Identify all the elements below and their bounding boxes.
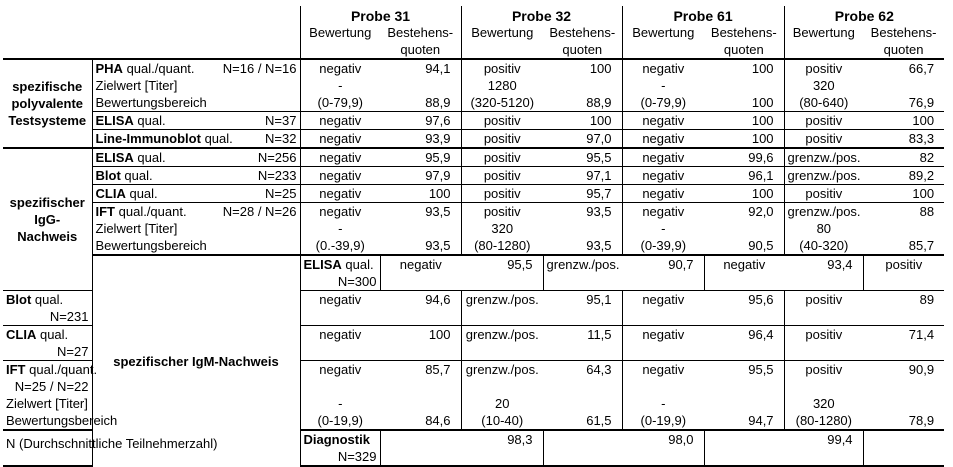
table-row: [3, 167, 944, 185]
quote-cell: 88,9: [425, 95, 451, 110]
method-cell: [300, 255, 380, 291]
bewertung-cell: negativ: [622, 326, 704, 361]
method-name: Blot: [6, 292, 32, 307]
quote-cell-empty: [704, 220, 784, 237]
method-cell: [3, 326, 92, 361]
group-label: spezifische polyvalente Testsysteme: [3, 59, 92, 148]
quote-cell: 93,5: [380, 203, 461, 221]
quote-cell: 88: [863, 203, 944, 221]
range-value: (0-19,9): [622, 412, 704, 430]
bewertung-cell: grenzw./pos.: [461, 291, 543, 326]
quote-cell-empty: [380, 395, 461, 412]
target-value: 320: [784, 77, 863, 94]
quote-cell: 90,7: [622, 255, 704, 291]
method-name: IFT: [95, 204, 115, 219]
target-value: 80: [784, 220, 863, 237]
probe-header: Probe 61: [622, 6, 784, 24]
quote-cell: 64,3: [543, 361, 622, 396]
bewertung-cell: grenzw./pos.: [461, 361, 543, 396]
participant-count: N=32: [265, 131, 297, 146]
bewertung-cell: positiv: [461, 59, 543, 77]
target-value: -: [622, 395, 704, 412]
range-value: (80-1280): [784, 412, 863, 430]
method-cell: [92, 203, 300, 221]
quote-cell: 82: [863, 148, 944, 167]
bewertung-cell: positiv: [784, 326, 863, 361]
range-label: Bewertungsbereich: [3, 412, 92, 430]
method-cell: [92, 185, 300, 203]
method-name: Line-Immunoblot: [95, 131, 201, 146]
quote-cell: 100: [751, 95, 774, 110]
method-name: ELISA: [95, 113, 134, 128]
target-value: 320: [461, 220, 543, 237]
range-value: (320-5120): [461, 94, 543, 112]
table-row: [3, 148, 944, 167]
quote-cell: 99,6: [704, 148, 784, 167]
table-row: [3, 130, 944, 149]
bewertung-header: Bewertung: [784, 24, 863, 41]
probe-header: Probe 31: [300, 6, 461, 24]
range-value: (0-79,9): [622, 94, 704, 112]
group-label: spezifischer IgM-Nachweis: [92, 255, 300, 466]
bewertung-header: Bewertung: [461, 24, 543, 41]
participant-count: N=25: [265, 186, 297, 201]
table-row: [3, 185, 944, 203]
bewertung-header: Bewertung: [622, 24, 704, 41]
bewertung-cell: grenzw./pos.: [543, 255, 622, 291]
participant-count: N=329: [337, 449, 377, 464]
quote-cell-empty: [863, 77, 944, 94]
quote-cell-empty: [380, 220, 461, 237]
bewertung-cell: negativ: [622, 185, 704, 203]
bewertung-header-spacer: [622, 41, 704, 59]
method-name: CLIA: [95, 186, 126, 201]
bewertung-cell: negativ: [300, 203, 380, 221]
target-label: Zielwert [Titer]: [3, 395, 92, 412]
bewertung-cell: negativ: [622, 112, 704, 130]
method-cell: [92, 59, 300, 77]
quote-cell: 97,6: [380, 112, 461, 130]
quote-cell: 100: [863, 112, 944, 130]
method-name: ELISA: [95, 150, 134, 165]
range-label: Bewertungsbereich: [92, 94, 300, 112]
quote-cell: 61,5: [586, 413, 612, 428]
quote-cell-empty: [543, 395, 622, 412]
target-value: 20: [461, 395, 543, 412]
bewertung-cell: positiv: [784, 130, 863, 149]
method-name: Blot: [95, 168, 121, 183]
target-value: 320: [784, 395, 863, 412]
bewertung-cell: positiv: [784, 361, 863, 396]
quote-cell: 95,5: [704, 361, 784, 396]
probe-header: Probe 32: [461, 6, 622, 24]
quote-cell: 84,6: [425, 413, 451, 428]
quote-cell-empty: [543, 220, 622, 237]
participant-count: N=300: [337, 274, 377, 289]
method-mode: qual.: [137, 150, 166, 165]
bewertung-cell-empty: [543, 430, 622, 466]
method-mode: qual.: [345, 257, 374, 272]
bewertung-cell: negativ: [622, 291, 704, 326]
quote-cell: 95,9: [380, 148, 461, 167]
bewertung-cell: positiv: [461, 167, 543, 185]
quote-cell: 11,5: [543, 326, 622, 361]
probe-header: Probe 62: [784, 6, 944, 24]
quote-cell-empty: [543, 77, 622, 94]
target-value: -: [622, 77, 704, 94]
range-value: (0-19,9): [300, 412, 380, 430]
table-row: [3, 59, 944, 77]
quote-cell: 100: [543, 112, 622, 130]
participant-count: N=37: [265, 113, 297, 128]
method-mode: qual.: [204, 131, 233, 146]
bewertung-cell: grenzw./pos.: [784, 203, 863, 221]
method-mode: qual.: [39, 327, 69, 342]
bewertung-header-spacer: [784, 41, 863, 59]
participant-count: N=25 / N=22: [14, 379, 89, 394]
table-row: [3, 220, 944, 237]
quote-cell: 94,6: [380, 291, 461, 326]
bewertung-header-spacer: [461, 41, 543, 59]
quote-cell: 100: [380, 185, 461, 203]
quote-cell: 71,4: [863, 326, 944, 361]
quote-cell: 93,5: [425, 238, 451, 253]
method-mode: qual./quant.: [118, 204, 187, 219]
quote-cell: 93,9: [380, 130, 461, 149]
bewertung-cell: negativ: [300, 59, 380, 77]
bewertung-cell: negativ: [300, 291, 380, 326]
range-label: Bewertungsbereich: [92, 237, 300, 255]
header-row: [3, 6, 944, 24]
bewertung-cell: positiv: [784, 291, 863, 326]
quote-header: quoten: [883, 42, 924, 57]
method-cell: [92, 130, 300, 149]
bewertung-cell: negativ: [622, 59, 704, 77]
quote-cell: 100: [863, 185, 944, 203]
bewertung-cell: negativ: [704, 255, 784, 291]
quote-cell: 78,9: [908, 413, 935, 428]
target-value: -: [622, 220, 704, 237]
bewertung-cell: positiv: [461, 148, 543, 167]
table-row: [3, 112, 944, 130]
quote-cell: 66,7: [863, 59, 944, 77]
quote-cell: 99,4: [784, 430, 863, 466]
participant-count: N=233: [257, 168, 297, 183]
quote-cell-empty: [863, 220, 944, 237]
bewertung-cell: positiv: [863, 255, 944, 291]
quote-cell: 83,3: [863, 130, 944, 149]
participant-count: N=256: [257, 150, 297, 165]
quote-cell: 98,3: [461, 430, 543, 466]
bewertung-cell: positiv: [461, 112, 543, 130]
bewertung-cell: negativ: [622, 203, 704, 221]
quote-cell: 89: [863, 291, 944, 326]
bewertung-cell: positiv: [784, 185, 863, 203]
bewertung-cell: positiv: [461, 185, 543, 203]
table-row: [3, 77, 944, 94]
target-value: 1280: [461, 77, 543, 94]
range-value: (10-40): [461, 412, 543, 430]
bewertung-header-spacer: [300, 41, 380, 59]
quote-cell-empty: [863, 395, 944, 412]
method-cell: [92, 112, 300, 130]
bewertung-cell-empty: [380, 430, 461, 466]
bewertung-cell-empty: [704, 430, 784, 466]
quote-cell-empty: [704, 395, 784, 412]
quote-cell: 100: [704, 185, 784, 203]
target-label: Zielwert [Titer]: [92, 220, 300, 237]
range-value: (0.-39,9): [300, 237, 380, 255]
bewertung-cell: positiv: [784, 112, 863, 130]
method-name: PHA: [95, 61, 123, 76]
bewertung-cell: negativ: [300, 185, 380, 203]
bewertung-header: Bewertung: [300, 24, 380, 41]
quote-cell: 88,9: [586, 95, 612, 110]
bewertung-cell: grenzw./pos.: [461, 326, 543, 361]
quote-cell: 93,5: [543, 203, 622, 221]
table-row: [3, 203, 944, 221]
quote-header: quoten: [400, 42, 441, 57]
method-mode: qual.: [124, 168, 153, 183]
target-value: -: [300, 395, 380, 412]
quote-header: quoten: [562, 42, 603, 57]
participant-count: N=16 / N=16: [222, 61, 297, 76]
quote-cell: 100: [704, 59, 784, 77]
method-cell: [300, 430, 380, 466]
range-value: (40-320): [784, 237, 863, 255]
quote-cell: 92,0: [704, 203, 784, 221]
quote-cell: 94,1: [380, 59, 461, 77]
range-value: (0-79,9): [300, 94, 380, 112]
method-name: CLIA: [6, 327, 37, 342]
bewertung-cell: negativ: [300, 130, 380, 149]
bewertung-cell: grenzw./pos.: [784, 148, 863, 167]
quote-header: Bestehens-: [387, 25, 454, 40]
bewertung-cell: negativ: [300, 326, 380, 361]
table-row: [3, 255, 944, 291]
results-table: [3, 6, 944, 467]
quote-cell: 98,0: [622, 430, 704, 466]
quote-cell: 96,4: [704, 326, 784, 361]
range-value: (80-640): [784, 94, 863, 112]
method-mode: qual.: [129, 186, 158, 201]
method-name: IFT: [6, 362, 26, 377]
table-row: [3, 94, 944, 112]
group-label: spezifischer IgG-Nachweis: [3, 148, 92, 291]
method-mode: qual./quant.: [126, 61, 195, 76]
quote-cell: 100: [704, 112, 784, 130]
bewertung-cell: grenzw./pos.: [784, 167, 863, 185]
quote-cell: 97,9: [380, 167, 461, 185]
participant-count: N=28 / N=26: [222, 204, 297, 219]
method-name: Diagnostik: [303, 432, 370, 447]
method-name: ELISA: [303, 257, 342, 272]
range-value: (80-1280): [461, 237, 543, 255]
bewertung-cell: negativ: [300, 148, 380, 167]
quote-cell: 97,0: [543, 130, 622, 149]
bewertung-cell: negativ: [622, 361, 704, 396]
quote-cell: 100: [380, 326, 461, 361]
quote-cell: 90,5: [748, 238, 774, 253]
method-cell: [3, 361, 98, 396]
participant-count: N=231: [49, 309, 89, 324]
quote-cell: 100: [704, 130, 784, 149]
method-cell: [3, 291, 92, 326]
bewertung-cell: negativ: [622, 167, 704, 185]
bewertung-cell: negativ: [622, 148, 704, 167]
quote-header: Bestehens-: [549, 25, 616, 40]
bewertung-cell: negativ: [300, 361, 380, 396]
quote-header: Bestehens-: [710, 25, 777, 40]
bewertung-cell-empty: [863, 430, 944, 466]
method-mode: qual.: [137, 113, 166, 128]
method-cell: [92, 167, 300, 185]
quote-cell: 95,1: [543, 291, 622, 326]
quote-cell-empty: [704, 77, 784, 94]
quote-cell: 85,7: [380, 361, 461, 396]
bewertung-cell: positiv: [461, 203, 543, 221]
quote-header: Bestehens-: [870, 25, 937, 40]
quote-cell: 90,9: [863, 361, 944, 396]
method-mode: qual.: [34, 292, 64, 307]
quote-cell: 89,2: [863, 167, 944, 185]
quote-cell-empty: [380, 77, 461, 94]
quote-cell: 95,6: [704, 291, 784, 326]
bewertung-cell: positiv: [784, 59, 863, 77]
quote-cell: 95,5: [461, 255, 543, 291]
quote-cell: 100: [543, 59, 622, 77]
target-label: Zielwert [Titer]: [92, 77, 300, 94]
quote-cell: 76,9: [908, 95, 935, 110]
quote-cell: 95,7: [543, 185, 622, 203]
footnote: N (Durchschnittliche Teilnehmerzahl): [6, 436, 218, 451]
target-value: -: [300, 220, 380, 237]
header-blank: [3, 6, 300, 59]
quote-cell: 93,4: [784, 255, 863, 291]
range-value: (0-39,9): [622, 237, 704, 255]
bewertung-cell: negativ: [622, 130, 704, 149]
bewertung-cell: positiv: [461, 130, 543, 149]
participant-count: N=27: [57, 344, 89, 359]
quote-cell: 94,7: [748, 413, 774, 428]
table-row: [3, 237, 944, 255]
quote-cell: 97,1: [543, 167, 622, 185]
bewertung-cell: negativ: [300, 167, 380, 185]
quote-cell: 96,1: [704, 167, 784, 185]
bewertung-cell: negativ: [300, 112, 380, 130]
method-mode: qual./quant.: [29, 362, 98, 377]
bewertung-cell: negativ: [380, 255, 461, 291]
method-cell: [92, 148, 300, 167]
quote-cell: 85,7: [908, 238, 935, 253]
quote-cell: 95,5: [543, 148, 622, 167]
target-value: -: [300, 77, 380, 94]
quote-cell: 93,5: [586, 238, 612, 253]
quote-header: quoten: [723, 42, 764, 57]
